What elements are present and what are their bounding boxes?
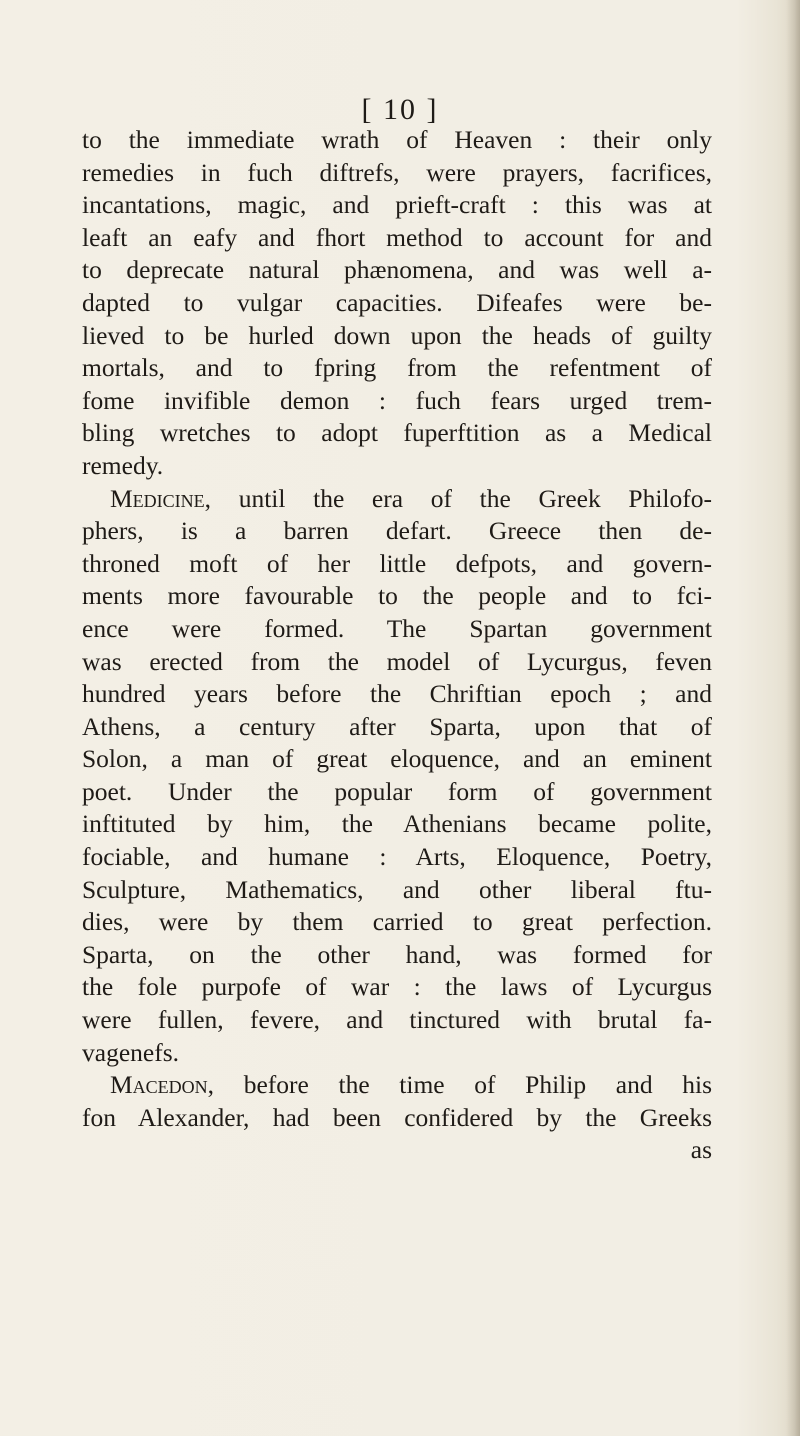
text-line: vagenefs. [82,1037,179,1067]
text-line: phers, is a barren defart. Greece then de- [82,516,712,546]
text-line: inftituted by him, the Athenians became polite, [82,809,712,839]
text-line: bling wretches to adopt fuperftition as a Medical [82,418,712,448]
text-line: hundred years before the Chriftian epoch ; and [82,679,712,709]
text-line: leaft an eafy and fhort method to account for and [82,222,712,252]
text-line: the fole purpofe of war : the laws of Lycurgus [82,972,712,1002]
text-line: mortals, and to fpring from the refentment of [82,353,712,383]
paragraph-lead-word: Medicine [110,483,205,513]
text-line: remedies in fuch diftrefs, were prayers, facrifices, [82,157,712,187]
body-text [82,124,712,1167]
page-number: [ 10 ] [361,93,439,126]
text-line: to deprecate natural phænomena, and was well a- [82,255,712,285]
text-line: lieved to be hurled down upon the heads of guilty [82,320,712,350]
text-line: ence were formed. The Spartan government [82,613,712,643]
text-line: fon Alexander, had been confidered by the Greeks [82,1102,712,1132]
page-edge-shadow [786,0,800,1436]
text-line-rest: , until the era of the Greek Philofo- [204,483,712,513]
text-line: was erected from the model of Lycurgus, feven [82,646,712,676]
catchword: as [690,1135,712,1165]
text-line: dapted to vulgar capacities. Difeafes were be- [82,287,712,317]
text-line: ments more favourable to the people and to fci- [82,581,712,611]
text-line: throned moft of her little defpots, and govern- [82,548,712,578]
paragraph-lead-word: Macedon [110,1070,208,1100]
paragraph-first-line [82,1069,712,1102]
text-line: dies, were by them carried to great perfection. [82,907,712,937]
text-line: incantations, magic, and prieft-craft : this was at [82,190,712,220]
text-line: remedy. [82,450,164,480]
text-line: fociable, and humane : Arts, Eloquence, Poetry, [82,842,712,872]
text-line: were fullen, fevere, and tinctured with brutal fa- [82,1005,712,1035]
text-line: poet. Under the popular form of government [82,776,712,806]
paragraph-first-line [82,483,712,516]
text-line: to the immediate wrath of Heaven : their only [82,125,712,154]
text-line: Solon, a man of great eloquence, and an eminent [82,744,712,774]
text-line: Sculpture, Mathematics, and other liberal ftu- [82,874,712,904]
text-line: fome invifible demon : fuch fears urged trem- [82,385,712,415]
text-line-rest: , before the time of Philip and his [207,1070,712,1100]
text-line: Sparta, on the other hand, was formed for [82,939,712,969]
text-line: Athens, a century after Sparta, upon that of [82,711,712,741]
